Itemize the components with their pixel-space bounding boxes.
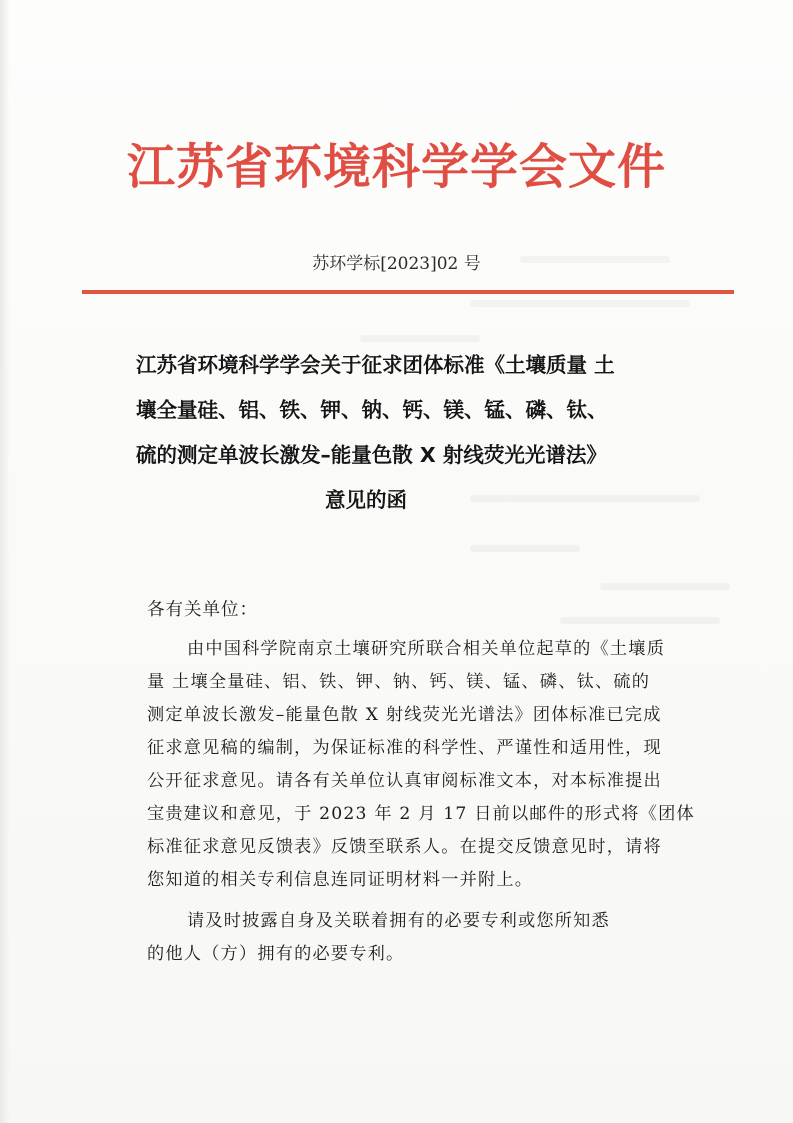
letter-title [136,343,716,523]
bleed-line [470,545,580,552]
bleed-line [360,335,480,342]
letter-title-line: 硫的测定单波长激发–能量色散 X 射线荧光光谱法》 [136,443,607,467]
body-line: 公开征求意见。请各有关单位认真审阅标准文本，对本标准提出 [147,771,662,791]
body-line: 宝贵建议和意见，于 2023 年 2 月 17 日前以邮件的形式将《团体 [147,804,695,824]
body-line: 由中国科学院南京土壤研究所联合相关单位起草的《土壤质 [187,639,666,659]
header-divider-rule [82,290,734,294]
body-line: 的他人（方）拥有的必要专利。 [147,944,405,964]
document-header-title: 江苏省环境科学学会文件 [126,139,666,195]
body-line: 您知道的相关专利信息连同证明材料一并附上。 [147,870,534,890]
paragraph-1 [147,633,709,897]
salutation: 各有关单位： [147,600,258,620]
body-line: 请及时披露自身及关联着拥有的必要专利或您所知悉 [187,911,610,931]
bleed-line [470,300,690,307]
letter-body [147,633,709,971]
letter-title-line: 江苏省环境科学学会关于征求团体标准《土壤质量 土 [136,353,615,377]
paragraph-2 [147,905,709,971]
bleed-line [600,583,730,590]
letter-title-line: 壤全量硅、铝、铁、钾、钠、钙、镁、锰、磷、钛、 [136,398,608,422]
document-number: 苏环学标[2023]02 号 [312,254,481,274]
letter-title-line: 意见的函 [325,488,407,512]
body-line: 标准征求意见反馈表》反馈至联系人。在提交反馈意见时，请将 [147,837,662,857]
bleed-line [560,617,720,624]
body-line: 测定单波长激发–能量色散 X 射线荧光光谱法》团体标准已完成 [147,705,662,725]
body-line: 征求意见稿的编制，为保证标准的科学性、严谨性和适用性，现 [147,738,662,758]
body-line: 量 土壤全量硅、铝、铁、钾、钠、钙、镁、锰、磷、钛、硫的 [147,672,651,692]
